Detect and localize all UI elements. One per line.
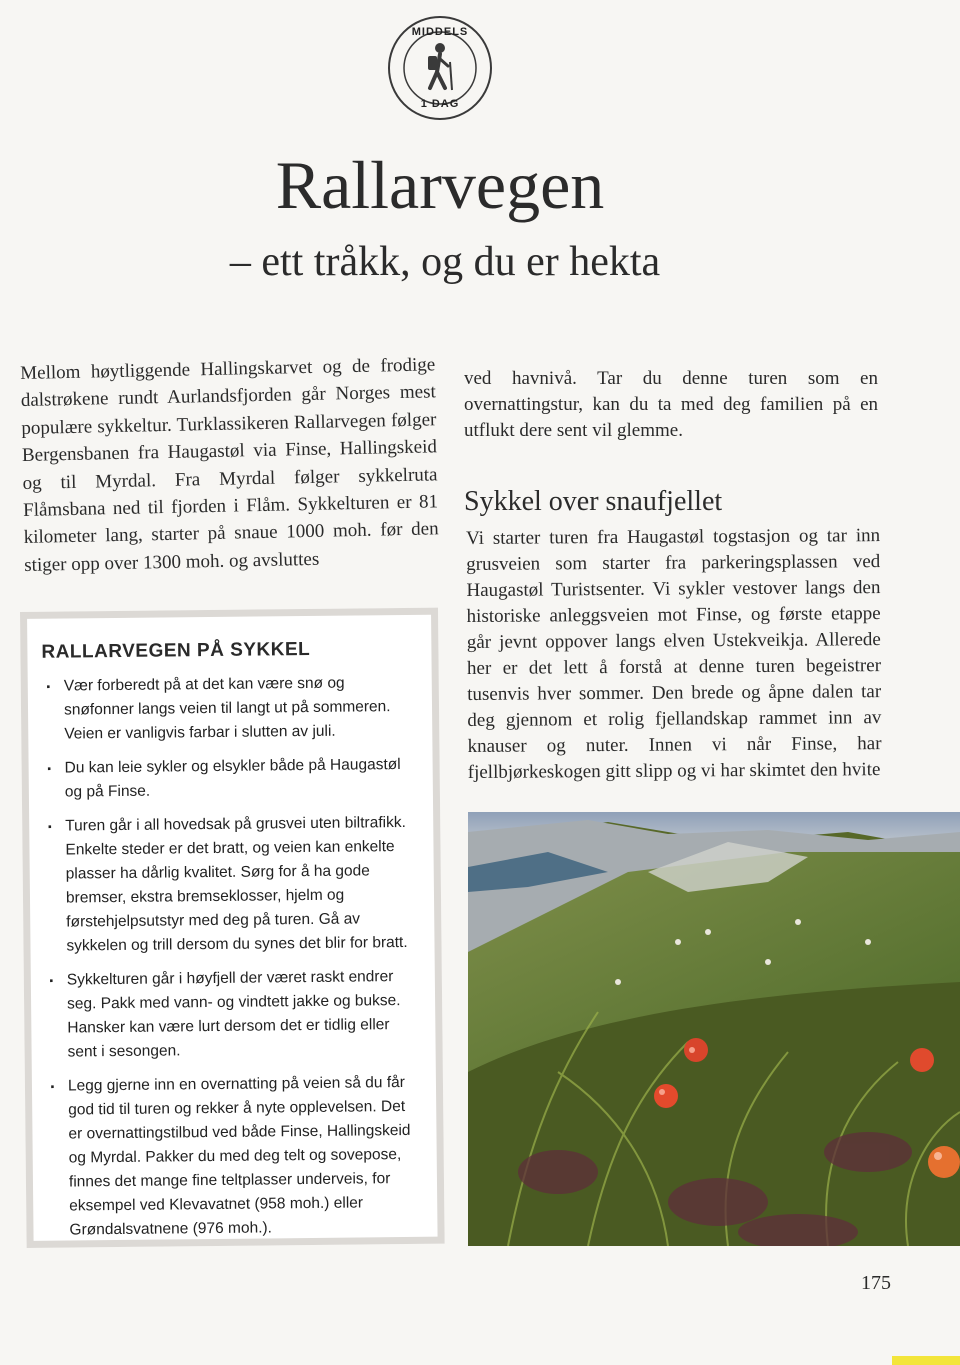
intro-paragraph: Mellom høytliggende Hallingskarvet og de frodige dalstrøkene rundt Aurlandsfjorden går Norges mest populære sykkeltur. Turklassikeren Rallarvegen følger Bergensbanen fra Haugastøl via Finse, Hallingskeid og til Myrdal. Fra Myrdal følger sykkelruta Flåmsbana ned til fjorden i Flåm. Sykkelturen er 81 kilometer lang, starter på snaue 1000 moh. før den stiger opp over 1300 moh. og avsluttes (20, 354, 439, 576)
page-edge-marker (892, 1356, 960, 1365)
cloudberry-photo (468, 812, 960, 1246)
list-item: · Vær forberedt på at det kan være snø og snøfonner langs veien til langt ut på sommeren. Veien er vanligvis farbar i slutten av juli. (42, 671, 419, 747)
info-box-title: RALLARVEGEN PÅ SYKKEL (41, 638, 311, 663)
page-title: Rallarvegen (275, 147, 605, 223)
continuation-paragraph: ved havnivå. Tar du denne turen som en overnattingstur, kan du ta med deg familien på en utflukt dere sent vil glemme. (464, 368, 878, 441)
section-paragraph: Vi starter turen fra Haugastøl togstasjon og tar inn grusveien som starter fra parkeringsplassen ved Haugastøl Turistsenter. Vi sykler vestover langs den historiske anleggsveien mot Finse, og første etappe går jevnt oppover langs elven Ustekveikja. Allerede her er det lett å forstå at denne turen begeistrer tusenvis hver sommer. Den brede og åpne dalen tar deg gjennom et rolig fjellandskap rammet inn av knauser og nuter. Innen vi når Finse, har fjellbjørkeskogen gitt slipp og vi har skimtet den hvite (466, 525, 882, 783)
page-number: 175 (861, 1272, 891, 1294)
difficulty-label: MIDDELS (411, 26, 469, 38)
list-item: · Legg gjerne inn en overnatting på veien så du får god tid til turen og rekker å nyte opplevelsen. Det er overnattingstilbud ved både Finse, Hallingskeid og Myrdal. Pakker du med deg telt og sovepose, finnes det mange fine teltplasser underveis, for eksempel ved Klevavatnet (958 moh.) eller Grøndalsvatnene (976 moh.). (46, 1071, 424, 1243)
info-box (20, 608, 445, 1248)
list-item: · Sykkelturen går i høyfjell der været raskt endrer seg. Pakk med vann- og vindtett jakke og bukse. Hansker kan være lurt dersom det er tidlig eller sent i sesongen. (45, 965, 422, 1065)
list-item: · Du kan leie sykler og elsykler både på Haugastøl og på Finse. (43, 753, 419, 805)
page-subtitle: – ett tråkk, og du er hekta (229, 239, 661, 285)
right-column-top (464, 366, 878, 444)
section-heading: Sykkel over snaufjellet (464, 486, 723, 517)
duration-label: 1 DAG (420, 98, 460, 110)
difficulty-badge (388, 16, 492, 120)
info-box-list (42, 671, 424, 1243)
list-item: · Turen går i all hovedsak på grusvei uten biltrafikk. Enkelte steder er det bratt, og veien kan enkelte plasser ha dårlig kvalitet. Sørg for å ha gode bremser, ekstra bremseklosser, hjelm og førstehjelpsutstyr med deg på turen. Gå av sykkelen og trill dersom du synes det blir for bratt. (43, 811, 420, 959)
